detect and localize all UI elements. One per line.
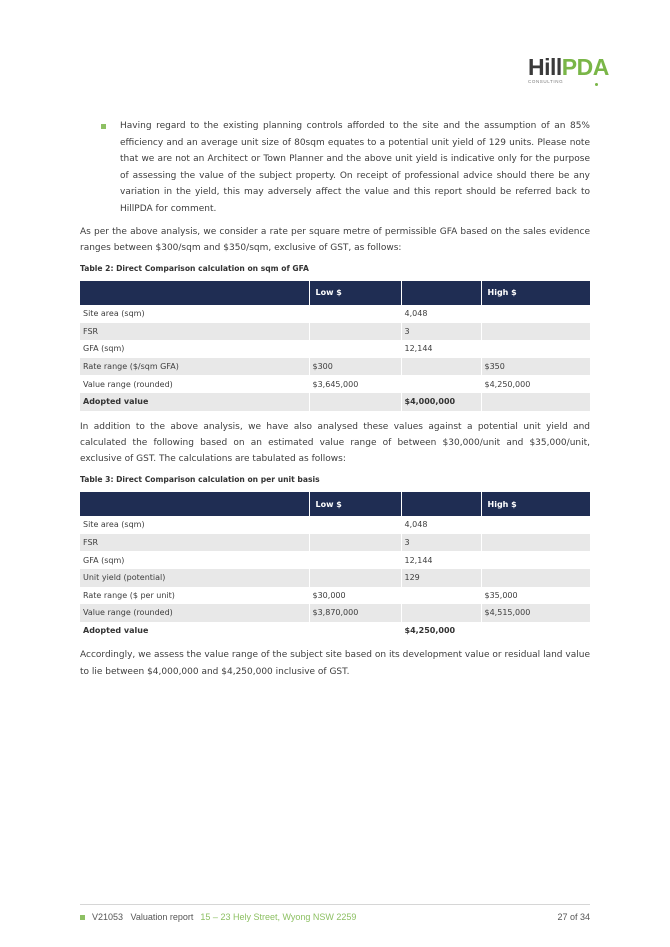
header-cell [80,492,309,516]
table-cell [309,534,401,552]
table-row [80,516,590,534]
table-row [80,569,590,587]
table-cell [309,551,401,569]
header-cell [401,281,481,305]
table-row-adopted [80,393,590,411]
table-cell: $3,870,000 [309,604,401,622]
hillpda-logo [528,54,624,90]
table-row [80,587,590,605]
table-row [80,340,590,358]
table-row [80,323,590,341]
table-cell [481,569,590,587]
table-cell [481,516,590,534]
header-cell-low: Low $ [309,281,401,305]
table-3 [80,492,590,639]
table-cell [309,569,401,587]
table-cell [481,393,590,411]
square-bullet-icon [80,915,85,920]
logo-wordmark: HillPDA [528,54,609,80]
table-cell [481,622,590,640]
table-cell [401,587,481,605]
table-row [80,358,590,376]
table-cell [309,323,401,341]
footer-reference [92,912,356,922]
table-row [80,305,590,323]
table-cell [481,323,590,341]
table-cell: Adopted value [80,393,309,411]
report-ref: V21053 [92,912,124,922]
table-cell: 4,048 [401,305,481,323]
table-cell [401,375,481,393]
unit-yield-paragraph: In addition to the above analysis, we have also analysed these values against a potential unit yield and calculated the following based on an estimated value range of between $30,000/unit and $35,000/unit, exclusive of GST. The calculations are tabulated as follows: [80,421,590,464]
table-cell: 3 [401,323,481,341]
table-cell: $4,250,000 [484,379,531,389]
table-cell: $35,000 [484,590,518,600]
table-cell: 129 [401,569,481,587]
table-row-adopted [80,622,590,640]
table-cell [309,305,401,323]
table-cell [401,358,481,376]
header-cell [401,492,481,516]
conclusion-paragraph: Accordingly, we assess the value range of the subject site based on its development value or residual land value to lie between $4,000,000 and $4,250,000 inclusive of GST. [80,650,590,677]
table-cell: $4,250,000 [401,622,481,640]
table-cell [481,305,590,323]
table-cell: $4,000,000 [401,393,481,411]
table-cell: FSR [80,534,309,552]
header-cell-low: Low $ [309,492,401,516]
table-cell: Adopted value [80,622,309,640]
footer-divider [80,904,590,905]
table-cell: $300 [309,358,401,376]
table-cell: Unit yield (potential) [80,569,309,587]
header-cell-high: High $ [481,492,590,516]
table-row [80,551,590,569]
table-row [80,604,590,622]
table-cell: $3,645,000 [309,375,401,393]
table-cell [309,393,401,411]
header-cell-high: High $ [481,281,590,305]
table-header-row [80,492,590,516]
table-cell: 12,144 [401,340,481,358]
table-cell: 12,144 [401,551,481,569]
table-2 [80,281,590,411]
table-cell [309,516,401,534]
header-cell [80,281,309,305]
document-body [80,118,590,680]
table-cell: GFA (sqm) [80,551,309,569]
table-cell [481,340,590,358]
table-cell [309,340,401,358]
analysis-paragraph: As per the above analysis, we consider a rate per square metre of permissible GFA based on the sales evidence ranges between $300/sqm and $350/sqm, exclusive of GST, as follows: [80,226,590,253]
table-cell: $30,000 [309,587,401,605]
table-cell: Rate range ($/sqm GFA) [80,358,309,376]
table-cell [481,534,590,552]
table-cell [401,604,481,622]
table-3-caption: Table 3: Direct Comparison calculation on per unit basis [80,475,320,485]
table-cell: $4,515,000 [481,604,590,622]
table-cell: Site area (sqm) [80,305,309,323]
table-cell: Value range (rounded) [80,375,309,393]
table-cell: Site area (sqm) [80,516,309,534]
table-row [80,375,590,393]
bullet-text: Having regard to the existing planning controls afforded to the site and the assumption of an 85% efficiency and an average unit size of 80sqm equates to a potential unit yield of 129 units. Please note that we are not an Architect or Town Planner and the above unit yield is indicative only for the purpose of assessing the value of the subject property. On receipt of professional advice should there be any variation in the yield, this may adversely affect the value and this report should be referred back to HillPDA for comment. [120,121,590,214]
table-cell: Value range (rounded) [80,604,309,622]
table-cell: Rate range ($ per unit) [80,587,309,605]
logo-tagline: CONSULTING [528,79,564,84]
page-number: 27 of 34 [557,912,590,922]
table-header-row [80,281,590,305]
table-cell [309,622,401,640]
table-2-caption: Table 2: Direct Comparison calculation on sqm of GFA [80,263,309,273]
page-footer [80,912,590,926]
table-cell: FSR [80,323,309,341]
table-cell: $350 [481,358,590,376]
table-cell: 3 [401,534,481,552]
table-cell: GFA (sqm) [80,340,309,358]
square-bullet-icon [101,124,106,129]
table-row [80,534,590,552]
report-type: Valuation report [130,912,194,922]
table-cell [481,551,590,569]
report-address: 15 – 23 Hely Street, Wyong NSW 2259 [200,912,357,922]
table-cell: 4,048 [401,516,481,534]
logo-dot-icon [595,83,598,86]
bullet-item [80,118,590,218]
